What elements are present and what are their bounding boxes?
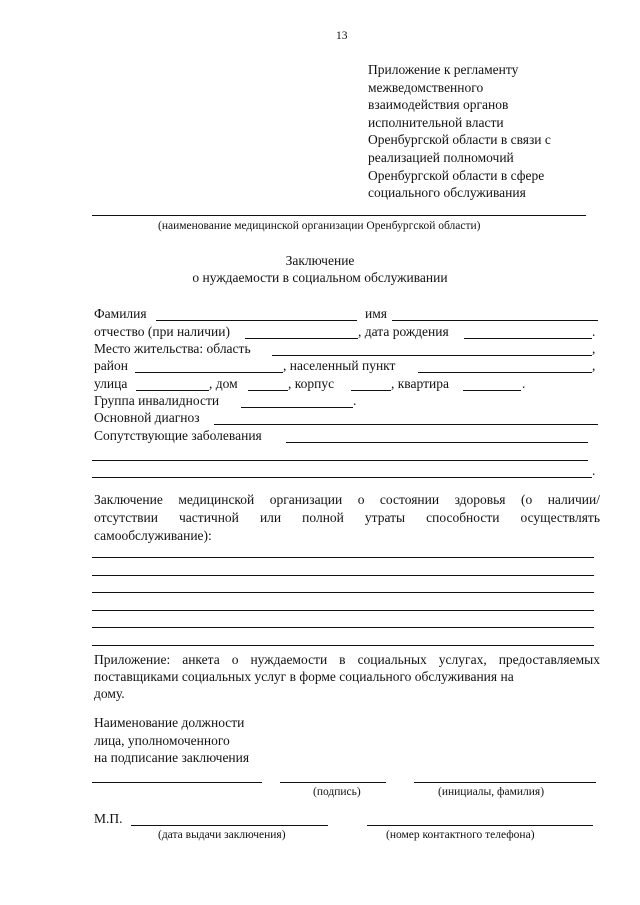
document-subtitle: о нуждаемости в социальном обслуживании xyxy=(192,270,448,285)
surname-label: Фамилия xyxy=(94,306,147,321)
comorbidities-field[interactable] xyxy=(286,442,588,443)
apartment-field[interactable] xyxy=(463,390,521,391)
appendix-line: межведомственного xyxy=(368,79,484,95)
settlement-label: , населенный пункт xyxy=(283,358,396,373)
appendix-header xyxy=(368,61,608,202)
surname-field[interactable] xyxy=(156,320,357,321)
comorbidities-label: Сопутствующие заболевания xyxy=(94,428,262,443)
appendix-line: взаимодействия органов xyxy=(368,97,509,113)
issue-date-caption: (дата выдачи заключения) xyxy=(158,829,286,841)
org-name-caption: (наименование медицинской организации Оренбургской области) xyxy=(158,220,481,232)
house-field[interactable] xyxy=(248,390,288,391)
attachment-line: дому. xyxy=(94,686,125,701)
apartment-label: , квартира xyxy=(391,376,449,391)
appendix-line: реализацией полномочий xyxy=(368,149,514,165)
position-line: лица, уполномоченного xyxy=(94,733,230,748)
birth-date-label: , дата рождения xyxy=(358,324,449,339)
phone-field[interactable] xyxy=(367,825,593,826)
document-title: Заключение xyxy=(285,253,355,268)
signature-field[interactable] xyxy=(280,782,386,783)
birth-date-field[interactable] xyxy=(464,338,592,339)
stamp-label: М.П. xyxy=(94,811,123,826)
attachment-line: поставщиками социальных услуг в форме социального обслуживания на xyxy=(94,669,514,684)
patronymic-label: отчество (при наличии) xyxy=(94,324,230,339)
conclusion-field-line[interactable] xyxy=(92,592,594,593)
conclusion-field-line[interactable] xyxy=(92,627,594,628)
patronymic-field[interactable] xyxy=(245,338,358,339)
name-label: имя xyxy=(365,306,387,321)
signature-caption: (подпись) xyxy=(313,786,361,798)
district-label: район xyxy=(94,358,128,373)
period: . xyxy=(592,463,596,478)
initials-field[interactable] xyxy=(414,782,596,783)
comorbidities-line[interactable] xyxy=(92,477,592,478)
comma: , xyxy=(592,341,596,356)
building-field[interactable] xyxy=(351,390,391,391)
position-line: Наименование должности xyxy=(94,715,245,730)
street-label: улица xyxy=(94,376,128,391)
period: . xyxy=(522,376,526,391)
street-field[interactable] xyxy=(136,390,209,391)
page-number: 13 xyxy=(336,30,348,42)
house-label: , дом xyxy=(209,376,238,391)
conclusion-line: самообслуживание): xyxy=(94,528,212,543)
appendix-line: Оренбургской области в сфере xyxy=(368,167,545,183)
issue-date-field[interactable] xyxy=(131,825,328,826)
main-diagnosis-label: Основной диагноз xyxy=(94,410,200,425)
period: . xyxy=(353,393,357,408)
conclusion-line: Заключение медицинской организации о состоянии здоровья (о наличии/ xyxy=(94,492,600,507)
appendix-line: исполнительной власти xyxy=(368,114,504,130)
attachment-line: Приложение: анкета о нуждаемости в социальных услугах, предоставляемых xyxy=(94,652,600,667)
org-name-line[interactable] xyxy=(92,215,586,216)
conclusion-field-line[interactable] xyxy=(92,557,594,558)
position-line: на подписание заключения xyxy=(94,750,250,765)
residence-label: Место жительства: область xyxy=(94,341,251,356)
comma: , xyxy=(592,358,596,373)
comorbidities-line[interactable] xyxy=(92,460,588,461)
position-field[interactable] xyxy=(92,782,262,783)
region-field[interactable] xyxy=(272,355,592,356)
conclusion-field-line[interactable] xyxy=(92,610,594,611)
district-field[interactable] xyxy=(135,372,283,373)
disability-group-label: Группа инвалидности xyxy=(94,393,220,408)
period: . xyxy=(592,324,596,339)
main-diagnosis-field[interactable] xyxy=(214,424,598,425)
disability-group-field[interactable] xyxy=(241,407,353,408)
appendix-line: социального обслуживания xyxy=(368,185,526,201)
initials-caption: (инициалы, фамилия) xyxy=(438,786,545,798)
appendix-line: Оренбургской области в связи с xyxy=(368,132,551,148)
appendix-line: Приложение к регламенту xyxy=(368,62,519,77)
conclusion-field-line[interactable] xyxy=(92,645,594,646)
conclusion-field-line[interactable] xyxy=(92,575,594,576)
settlement-field[interactable] xyxy=(418,372,592,373)
conclusion-line: отсутствии частичной или полной утраты способности осуществлять xyxy=(94,510,600,525)
phone-caption: (номер контактного телефона) xyxy=(386,829,535,841)
name-field[interactable] xyxy=(392,320,598,321)
building-label: , корпус xyxy=(288,376,335,391)
